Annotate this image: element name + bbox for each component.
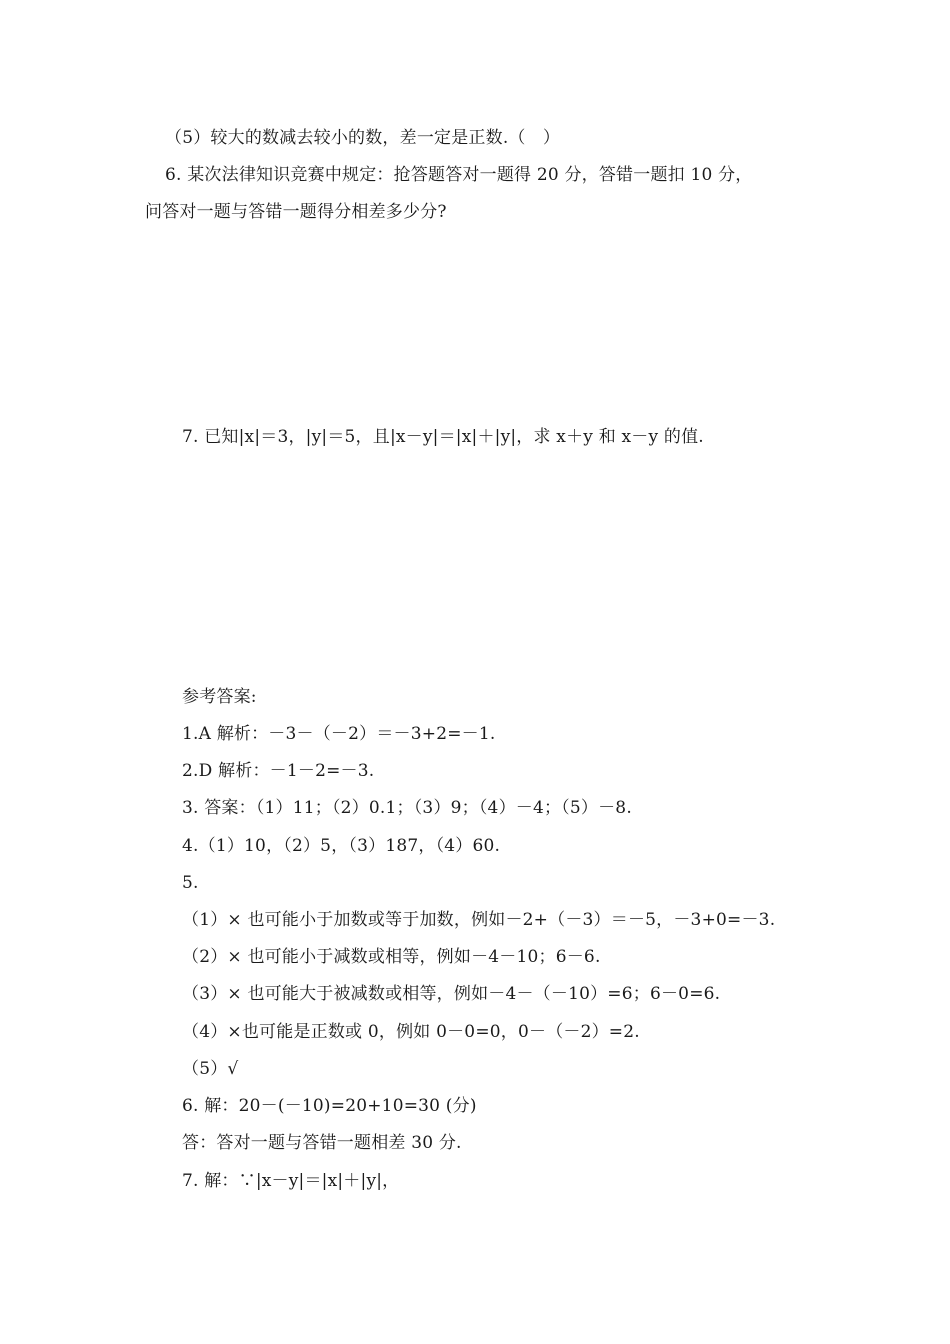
answer-4: 4.（1）10，（2）5，（3）187，（4）60. (182, 836, 501, 856)
answer-1: 1.A 解析：－3－（－2）＝－3+2=－1. (182, 724, 496, 744)
question-6-line-1: 6. 某次法律知识竞赛中规定：抢答题答对一题得 20 分，答错一题扣 10 分， (165, 165, 753, 185)
answer-3: 3. 答案：（1）11；（2）0.1；（3）9；（4）－4；（5）－8. (182, 798, 632, 818)
answer-6-1: 6. 解：20－(－10)=20+10=30 (分) (182, 1096, 477, 1116)
answer-7-1: 7. 解：∵|x－y|＝|x|＋|y|， (182, 1171, 400, 1191)
question-5-5: （5）较大的数减去较小的数，差一定是正数.（ ） (165, 128, 561, 148)
answer-5-5: （5）√ (182, 1059, 239, 1079)
answers-heading: 参考答案: (182, 687, 257, 707)
question-6-line-2: 问答对一题与答错一题得分相差多少分? (145, 202, 447, 222)
answer-5-2: （2）× 也可能小于减数或相等，例如－4－10；6－6. (182, 947, 601, 967)
question-7: 7. 已知|x|＝3，|y|＝5，且|x－y|＝|x|＋|y|，求 x＋y 和 x－y 的值. (182, 427, 704, 447)
answer-6-2: 答：答对一题与答错一题相差 30 分. (182, 1133, 462, 1153)
answer-2: 2.D 解析：－1－2=－3. (182, 761, 375, 781)
answer-5-1: （1）× 也可能小于加数或等于加数，例如－2+（－3）＝－5，－3+0=－3. (182, 910, 776, 930)
answer-5-3: （3）× 也可能大于被减数或相等，例如－4－（－10）=6；6－0=6. (182, 984, 721, 1004)
answer-5-4: （4）×也可能是正数或 0，例如 0－0=0，0－（－2）=2. (182, 1022, 640, 1042)
answer-5: 5. (182, 873, 199, 893)
